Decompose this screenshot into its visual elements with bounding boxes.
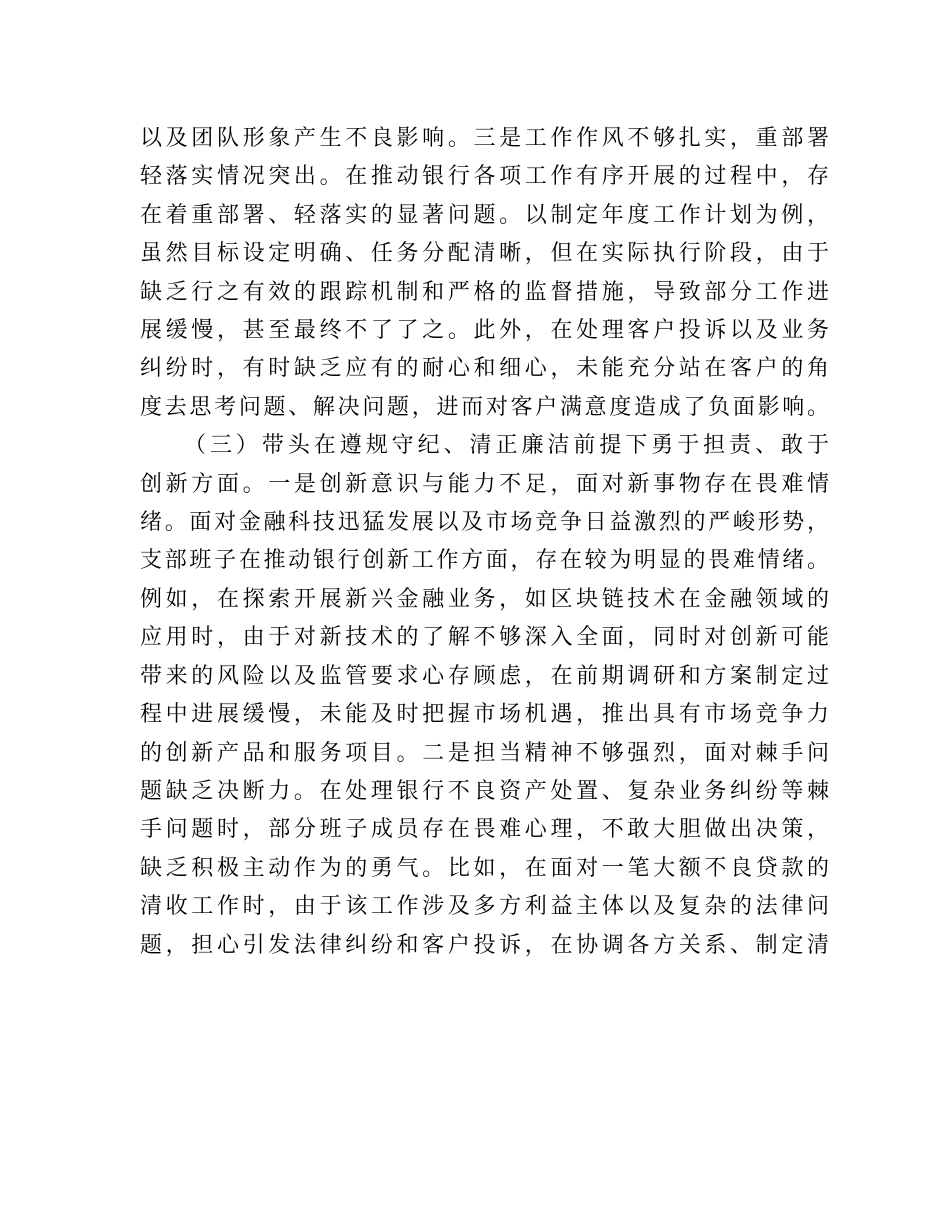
paragraph-section-three (140, 427, 830, 965)
text-line: 带来的风险以及监管要求心存顾虑，在前期调研和方案制定过 (140, 663, 830, 689)
text-line: 程中进展缓慢，未能及时把握市场机遇，推出具有市场竞争力 (140, 702, 830, 728)
text-line: 的创新产品和服务项目。二是担当精神不够强烈，面对棘手问 (140, 740, 830, 766)
text-line: 轻落实情况突出。在推动银行各项工作有序开展的过程中，存 (140, 164, 830, 190)
text-line: 题，担心引发法律纠纷和客户投诉，在协调各方关系、制定清 (140, 932, 830, 958)
paragraph-work-style (140, 120, 830, 427)
text-line: 缺乏积极主动作为的勇气。比如，在面对一笔大额不良贷款的 (140, 855, 830, 881)
text-line: 缺乏行之有效的跟踪机制和严格的监督措施，导致部分工作进 (140, 279, 830, 305)
text-line: 虽然目标设定明确、任务分配清晰，但在实际执行阶段，由于 (140, 241, 830, 267)
text-line: 展缓慢，甚至最终不了了之。此外，在处理客户投诉以及业务 (140, 318, 830, 344)
text-line: 在着重部署、轻落实的显著问题。以制定年度工作计划为例， (140, 202, 830, 228)
text-line: 以及团队形象产生不良影响。三是工作作风不够扎实，重部署 (140, 126, 830, 151)
text-line: 创新方面。一是创新意识与能力不足，面对新事物存在畏难情 (140, 471, 830, 497)
document-body (140, 120, 830, 965)
text-line: 应用时，由于对新技术的了解不够深入全面，同时对创新可能 (140, 625, 830, 651)
text-line: 例如，在探索开展新兴金融业务，如区块链技术在金融领域的 (140, 586, 830, 612)
text-line: 绪。面对金融科技迅猛发展以及市场竞争日益激烈的严峻形势， (140, 510, 830, 536)
text-line: 手问题时，部分班子成员存在畏难心理，不敢大胆做出决策， (140, 817, 830, 843)
text-line: 纠纷时，有时缺乏应有的耐心和细心，未能充分站在客户的角 (140, 356, 830, 382)
text-line: 度去思考问题、解决问题，进而对客户满意度造成了负面影响。 (140, 394, 830, 420)
text-line: 支部班子在推动银行创新工作方面，存在较为明显的畏难情绪。 (140, 548, 830, 574)
text-line: 题缺乏决断力。在处理银行不良资产处置、复杂业务纠纷等棘 (140, 778, 830, 804)
text-line: 清收工作时，由于该工作涉及多方利益主体以及复杂的法律问 (140, 894, 830, 920)
section-heading-line: （三）带头在遵规守纪、清正廉洁前提下勇于担责、敢于 (184, 433, 830, 459)
